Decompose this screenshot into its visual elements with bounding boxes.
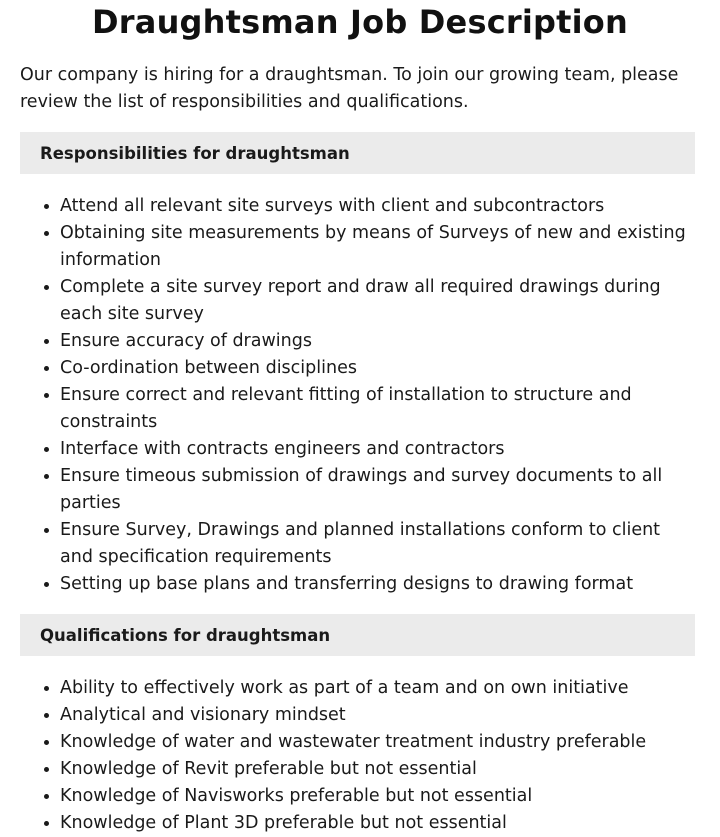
list-item: • Knowledge of Navisworks preferable but not essential	[60, 783, 690, 810]
list-item: • Knowledge of Plant 3D preferable but not essential	[60, 810, 690, 837]
list-item: • Attend all relevant site surveys with client and subcontractors	[60, 193, 690, 220]
list-item: • Interface with contracts engineers and contractors	[60, 436, 690, 463]
list-item: • Ensure Survey, Drawings and planned installations conform to client and specification requirements	[60, 517, 690, 571]
list-item: • Knowledge of water and wastewater treatment industry preferable	[60, 729, 690, 756]
intro-paragraph: Our company is hiring for a draughtsman. To join our growing team, please review the list of responsibilities and qualifications.	[20, 65, 679, 112]
responsibilities-heading: Responsibilities for draughtsman	[20, 132, 695, 174]
list-item: • Knowledge of Revit preferable but not essential	[60, 756, 690, 783]
list-item: • Obtaining site measurements by means of Surveys of new and existing information	[60, 220, 690, 274]
qualifications-heading: Qualifications for draughtsman	[20, 614, 695, 656]
list-item: • Setting up base plans and transferring designs to drawing format	[60, 571, 690, 598]
list-item: • Ability to effectively work as part of a team and on own initiative	[60, 675, 690, 702]
list-item: • Ensure timeous submission of drawings and survey documents to all parties	[60, 463, 690, 517]
page-title: Draughtsman Job Description	[92, 3, 628, 41]
list-item: • Analytical and visionary mindset	[60, 702, 690, 729]
list-item: • Ensure accuracy of drawings	[60, 328, 690, 355]
responsibilities-list	[20, 193, 690, 598]
list-item: • Ensure correct and relevant fitting of installation to structure and constraints	[60, 382, 690, 436]
list-item: • Complete a site survey report and draw all required drawings during each site survey	[60, 274, 690, 328]
list-item: • Co-ordination between disciplines	[60, 355, 690, 382]
qualifications-list	[20, 675, 690, 837]
